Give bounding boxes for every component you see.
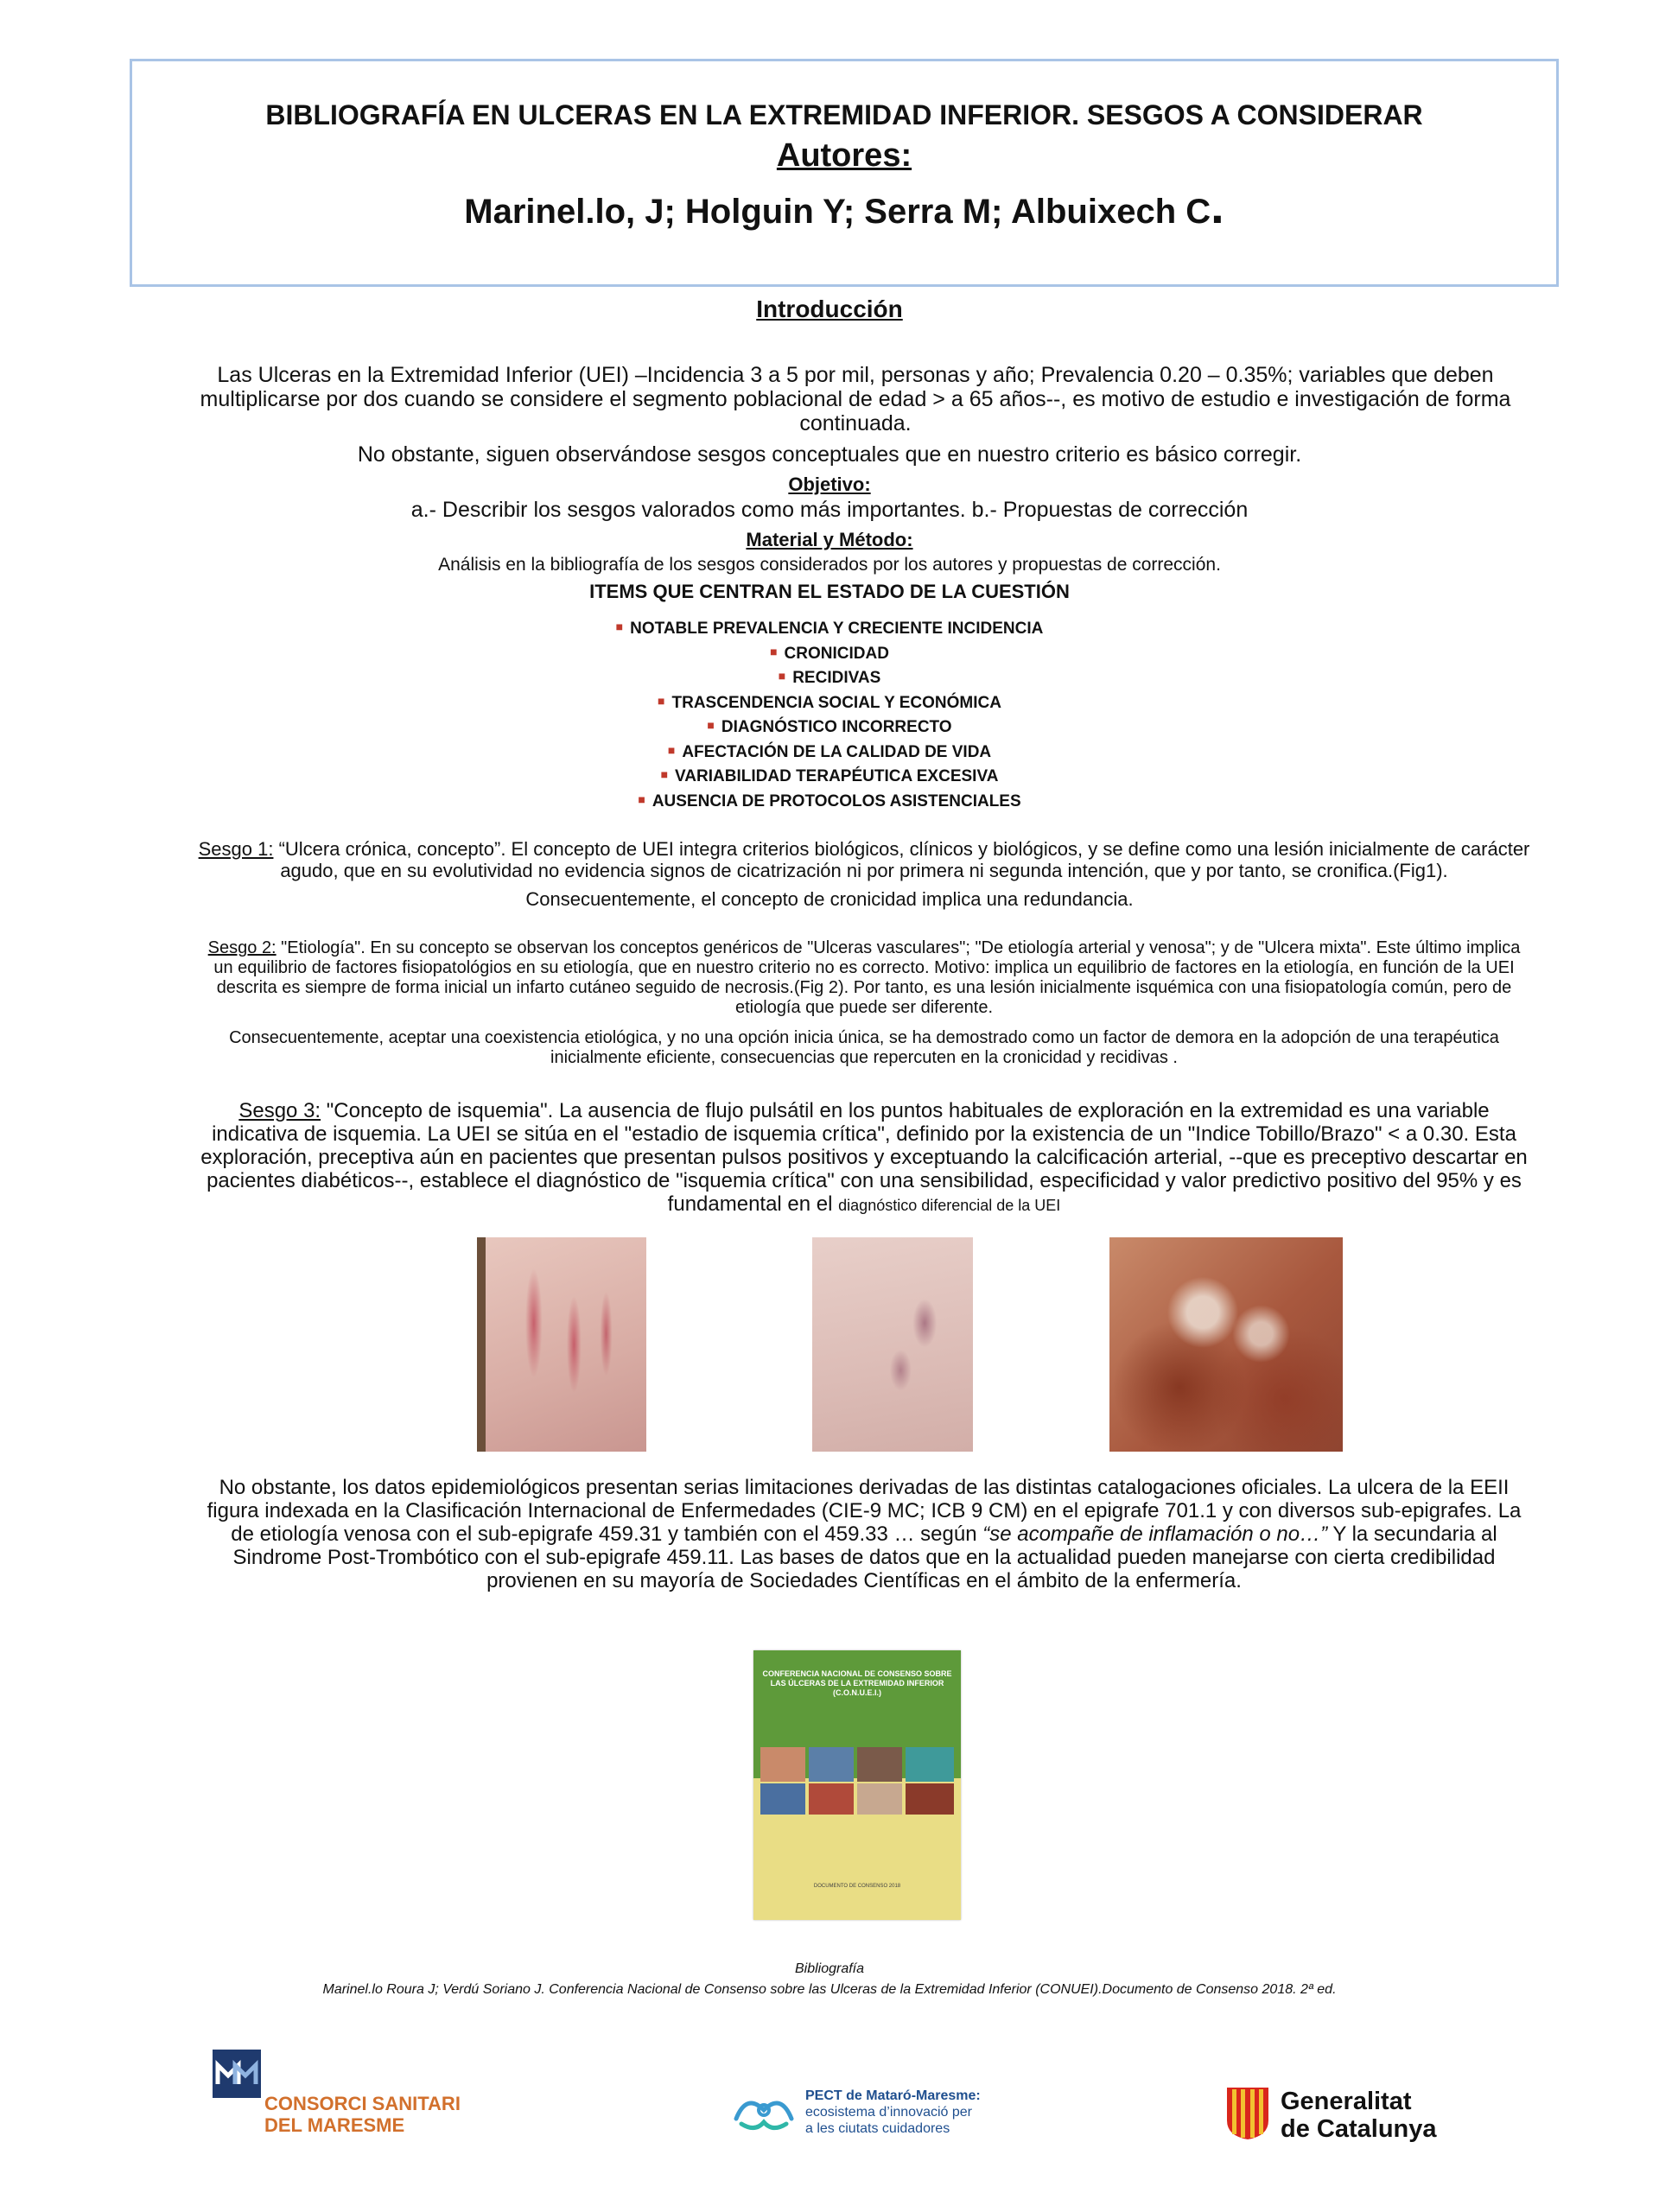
list-item: ■ VARIABILIDAD TERAPÉUTICA EXCESIVA xyxy=(660,767,999,785)
authors-text: Marinel.lo, J; Holguin Y; Serra M; Albuixech C xyxy=(464,193,1211,231)
book-footer: DOCUMENTO DE CONSENSO 2018 xyxy=(813,1884,901,1889)
objective-text: a.- Describir los sesgos valorados como más importantes. b.- Propuestas de corrección xyxy=(410,498,1249,522)
sesgo-3-label: Sesgo 3: xyxy=(238,1099,321,1122)
csm-mark-icon xyxy=(213,2050,261,2098)
list-item: ■ AUSENCIA DE PROTOCOLOS ASISTENCIALES xyxy=(638,791,1021,810)
objective-heading: Objetivo: xyxy=(788,474,871,495)
sesgo-2-label: Sesgo 2: xyxy=(207,938,276,957)
generalitat-logo-text: Generalitat de Catalunya xyxy=(1281,2088,1437,2143)
items-heading: ITEMS QUE CENTRAN EL ESTADO DE LA CUESTIÓN xyxy=(589,581,1070,602)
sesgo-1-paragraph: Sesgo 1: “Ulcera crónica, concepto”. El concepto de UEI integra criterios biológicos, clínicos y biológicos, y se define como una lesión inicialmente de carácter agudo, que en su evolutividad no evidencia signos de cicatrización ni por primera ni segunda intención, que y por tanto, se cronifica.(Fig1). xyxy=(198,838,1530,881)
hands-icon xyxy=(729,2084,798,2139)
method-text: Análisis en la bibliografía de los sesgos considerados por los autores y propuestas de corrección. xyxy=(438,555,1221,575)
book-photo-strip xyxy=(760,1747,954,1816)
list-item: ■ DIAGNÓSTICO INCORRECTO xyxy=(707,718,952,736)
authors-dot: . xyxy=(1211,179,1224,233)
square-bullet-icon: ■ xyxy=(707,718,715,732)
intro-paragraph: Las Ulceras en la Extremidad Inferior (UEI) –Incidencia 3 a 5 por mil, personas y año; Prevalencia 0.20 – 0.35%; variables que deben multiplicarse por dos cuando se considere el segmento poblacional de edad > a 65 años--, es motivo de estudio e investigación de forma continuada. xyxy=(200,363,1511,435)
list-item: ■ RECIDIVAS xyxy=(778,669,881,687)
epidemiology-paragraph: No obstante, los datos epidemiológicos presentan serias limitaciones derivadas de las distintas catalogaciones oficiales. La ulcera de la EEII figura indexada en la Clasificación Internacional de Enfermedades (CIE-9 MC; ICB 9 CM) en el epigrafe 701.1 y con diversos sub-epigrafes. La de etiología venosa con el sub-epigrafe 459.31 y también con el 459.33 … según “se acompañe de inflamación o no…” Y la secundaria al Sindrome Post-Trombótico con el sub-epigrafe 459.11. Las bases de datos que en la actualidad pueden manejarse con cierta credibilidad provienen en su mayoría de Sociedades Científicas en el ámbito de la enfermería. xyxy=(207,1476,1522,1592)
ulcer-photo-3 xyxy=(1109,1237,1343,1452)
list-item: ■ NOTABLE PREVALENCIA Y CRECIENTE INCIDENCIA xyxy=(615,620,1044,638)
pect-logo-text: PECT de Mataró-Maresme: ecosistema d’innovació per a les ciutats cuidadores xyxy=(805,2088,981,2136)
intro-heading: Introducción xyxy=(756,296,903,322)
square-bullet-icon: ■ xyxy=(615,620,624,633)
bibliography-heading: Bibliografía xyxy=(794,1961,865,1976)
autores-label: Autores: xyxy=(776,137,912,174)
sesgo-2-conclusion: Consecuentemente, aceptar una coexistencia etiológica, y no una opción inicia única, se ha demostrado como un factor de demora en la adopción de una terapéutica inicialmente eficiente, consecuencias que repercuten en la cronicidad y recidivas . xyxy=(229,1028,1499,1067)
poster-title: BIBLIOGRAFÍA EN ULCERAS EN LA EXTREMIDAD INFERIOR. SESGOS A CONSIDERAR xyxy=(265,99,1423,130)
method-heading: Material y Método: xyxy=(746,529,913,550)
intro-paragraph-2: No obstante, siguen observándose sesgos conceptuales que en nuestro criterio es básico corregir. xyxy=(357,442,1302,467)
list-item: ■ AFECTACIÓN DE LA CALIDAD DE VIDA xyxy=(667,742,992,761)
list-item: ■ CRONICIDAD xyxy=(770,644,889,663)
title-box xyxy=(130,59,1559,287)
sesgo-1-label: Sesgo 1: xyxy=(198,838,274,860)
ulcer-photo-2 xyxy=(812,1237,973,1452)
square-bullet-icon: ■ xyxy=(660,767,669,781)
items-list xyxy=(0,617,1659,814)
consorci-sanitari-logo xyxy=(213,2050,489,2136)
square-bullet-icon: ■ xyxy=(638,791,645,806)
senyera-shield-icon xyxy=(1225,2086,1270,2141)
list-item: ■ TRASCENDENCIA SOCIAL Y ECONÓMICA xyxy=(658,693,1001,712)
sesgo-3-paragraph: Sesgo 3: "Concepto de isquemia". La ausencia de flujo pulsátil en los puntos habituales de exploración en la extremidad es una variable indicativa de isquemia. La UEI se sitúa en el "estadio de isquemia crítica", definido por la existencia de un "Indice Tobillo/Brazo" < a 0.30. Esta exploración, preceptiva aún en pacientes que presentan pulsos positivos y exceptuando la calcificación arterial, --que es preceptivo descartar en pacientes diabéticos--, establece el diagnóstico de "isquemia crítica" con una sensibilidad, especificidad y valor predictivo positivo del 95% y es fundamental en el diagnóstico diferencial de la UEI xyxy=(200,1099,1528,1216)
authors xyxy=(132,179,1556,233)
square-bullet-icon: ■ xyxy=(770,644,778,658)
square-bullet-icon: ■ xyxy=(667,742,676,757)
book-title: CONFERENCIA NACIONAL DE CONSENSO SOBRE LAS ÚLCERAS DE LA EXTREMIDAD INFERIOR (C.O.N.U.E.I.) xyxy=(762,1669,952,1697)
square-bullet-icon: ■ xyxy=(778,669,786,683)
sesgo-2-paragraph: Sesgo 2: "Etiología". En su concepto se observan los conceptos genéricos de "Ulceras vasculares"; "De etiología arterial y venosa"; y de "Ulcera mixta". Este último implica un equilibrio de factores fisiopatológios en su etiología, que en nuestro criterio no es correcto. Motivo: implica un equilibrio de factores en la etiología, en función de la UEI descrita es siempre de forma inicial un infarto cutáneo seguido de necrosis.(Fig 2). Por tanto, es una lesión inicialmente isquémica con una fisiopatología común, pero de etiología que puede ser diferente. xyxy=(207,938,1521,1017)
generalitat-logo xyxy=(1225,2086,1484,2148)
bibliography-text: Marinel.lo Roura J; Verdú Soriano J. Conferencia Nacional de Consenso sobre las Ulceras de la Extremidad Inferior (CONUEI).Documento de Consenso 2018. 2ª ed. xyxy=(322,1982,1337,1997)
pect-logo xyxy=(729,2084,1023,2146)
sesgo-1-conclusion: Consecuentemente, el concepto de cronicidad implica una redundancia. xyxy=(525,888,1134,910)
book-cover xyxy=(753,1650,961,1920)
csm-logo-text: CONSORCI SANITARI DEL MARESME xyxy=(264,2093,461,2136)
square-bullet-icon: ■ xyxy=(658,693,665,708)
ulcer-photo-1 xyxy=(477,1237,646,1452)
